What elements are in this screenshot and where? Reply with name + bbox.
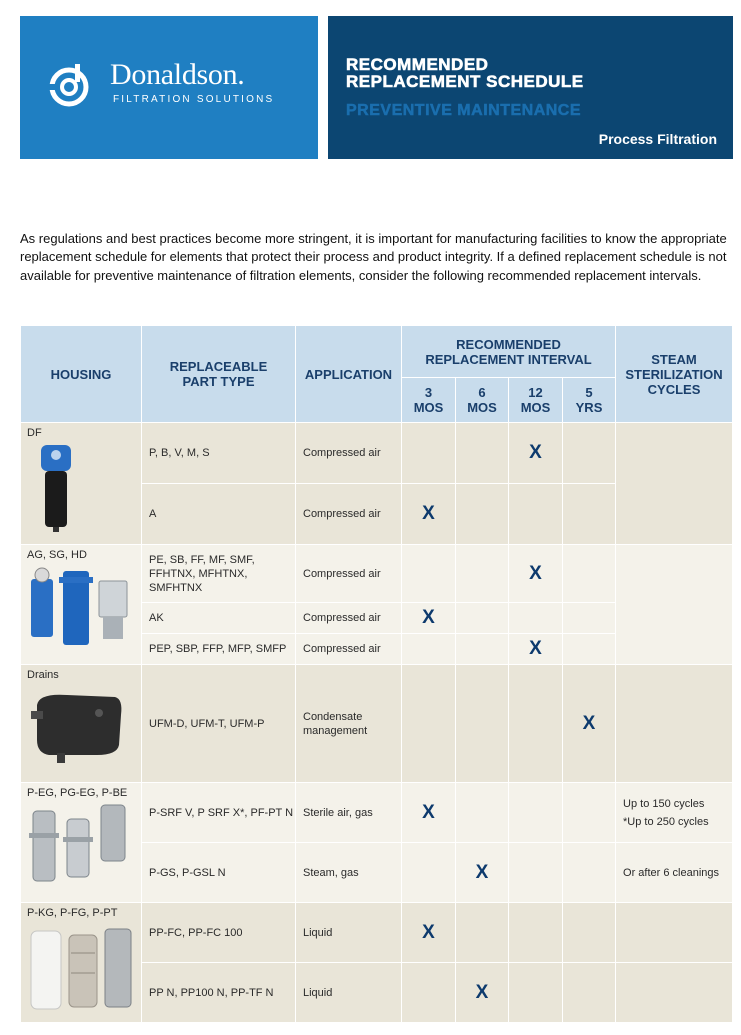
interval-12-mos: X <box>509 634 563 665</box>
logo-panel <box>20 16 318 159</box>
interval-5-yrs <box>563 484 616 545</box>
housing-name: P-KG, P-FG, P-PT <box>27 907 118 919</box>
interval-5-yrs <box>563 423 616 484</box>
interval-12-mos <box>509 963 563 1023</box>
interval-5-yrs <box>563 634 616 665</box>
interval-6-mos <box>456 603 509 634</box>
interval-6-mos <box>456 545 509 603</box>
steam-cycles <box>616 545 733 665</box>
interval-12-mos <box>509 665 563 783</box>
interval-6-mos: X <box>456 843 509 903</box>
header-housing: HOUSING <box>21 326 142 423</box>
steam-cycles <box>616 963 733 1023</box>
application: Compressed air <box>296 423 402 484</box>
application: Compressed air <box>296 545 402 603</box>
steam-cycles <box>616 423 733 545</box>
part-type: PE, SB, FF, MF, SMF, FFHTNX, MFHTNX, SMFHTNX <box>142 545 296 603</box>
ag-sg-hd-filter-housings-icon <box>27 565 132 653</box>
interval-5-yrs: X <box>563 665 616 783</box>
title-line-1: RECOMMENDED <box>346 55 489 74</box>
housing-cell <box>21 903 142 1023</box>
table-row <box>21 423 733 484</box>
part-type: PP N, PP100 N, PP-TF N <box>142 963 296 1023</box>
interval-3-mos <box>402 634 456 665</box>
brand-tagline: FILTRATION SOLUTIONS <box>113 94 275 105</box>
interval-3-mos: X <box>402 903 456 963</box>
part-type: PP-FC, PP-FC 100 <box>142 903 296 963</box>
application: Liquid <box>296 903 402 963</box>
application: Sterile air, gas <box>296 783 402 843</box>
housing-cell <box>21 423 142 545</box>
part-type: UFM-D, UFM-T, UFM-P <box>142 665 296 783</box>
application: Compressed air <box>296 484 402 545</box>
interval-5-yrs <box>563 783 616 843</box>
table-row <box>21 783 733 843</box>
housing-name: AG, SG, HD <box>27 549 87 561</box>
interval-6-mos <box>456 484 509 545</box>
steam-cycles: Or after 6 cleanings <box>616 843 733 903</box>
header-interval: RECOMMENDED REPLACEMENT INTERVAL <box>402 326 616 378</box>
table-row <box>21 665 733 783</box>
table-row <box>21 545 733 603</box>
application: Condensate management <box>296 665 402 783</box>
interval-12-mos <box>509 843 563 903</box>
interval-12-mos <box>509 903 563 963</box>
interval-6-mos <box>456 903 509 963</box>
header-12-mos: 12 MOS <box>509 378 563 423</box>
interval-12-mos <box>509 484 563 545</box>
application: Liquid <box>296 963 402 1023</box>
interval-3-mos <box>402 665 456 783</box>
header-part-type: REPLACEABLE PART TYPE <box>142 326 296 423</box>
replacement-schedule-table <box>20 325 733 1023</box>
intro-paragraph: As regulations and best practices become more stringent, it is important for manufacturing facilities to know the appropriate replacement schedule for elements that protect their process and product integrity. If a defined replacement schedule is not available for preventive maintenance of filtration elements, consider the following recommended replacement intervals. <box>20 231 727 283</box>
interval-6-mos <box>456 783 509 843</box>
interval-3-mos: X <box>402 783 456 843</box>
interval-12-mos <box>509 603 563 634</box>
df-filter-housing-icon <box>27 443 87 533</box>
interval-3-mos <box>402 545 456 603</box>
interval-3-mos <box>402 423 456 484</box>
part-type: P-SRF V, P SRF X*, PF-PT N <box>142 783 296 843</box>
steam-cycles-line-2: *Up to 250 cycles <box>623 815 709 828</box>
housing-cell <box>21 783 142 903</box>
interval-5-yrs <box>563 603 616 634</box>
interval-5-yrs <box>563 963 616 1023</box>
interval-12-mos: X <box>509 423 563 484</box>
interval-12-mos <box>509 783 563 843</box>
application: Compressed air <box>296 603 402 634</box>
liquid-filter-housings-icon <box>27 923 137 1013</box>
application: Compressed air <box>296 634 402 665</box>
housing-cell <box>21 665 142 783</box>
steam-cycles <box>616 903 733 963</box>
header-application: APPLICATION <box>296 326 402 423</box>
header-5-yrs: 5 YRS <box>563 378 616 423</box>
part-type: A <box>142 484 296 545</box>
interval-12-mos: X <box>509 545 563 603</box>
subtitle: PREVENTIVE MAINTENANCE <box>346 102 582 119</box>
header-6-mos: 6 MOS <box>456 378 509 423</box>
steam-cycles <box>616 783 733 843</box>
interval-3-mos: X <box>402 603 456 634</box>
part-type: PEP, SBP, FFP, MFP, SMFP <box>142 634 296 665</box>
interval-5-yrs <box>563 903 616 963</box>
category-label: Process Filtration <box>598 131 717 147</box>
title-panel <box>328 16 733 159</box>
interval-3-mos <box>402 963 456 1023</box>
interval-6-mos <box>456 665 509 783</box>
interval-6-mos <box>456 423 509 484</box>
interval-5-yrs <box>563 843 616 903</box>
interval-6-mos: X <box>456 963 509 1023</box>
housing-name: P-EG, PG-EG, P-BE <box>27 787 128 799</box>
header-steam: STEAM STERILIZATION CYCLES <box>616 326 733 423</box>
title-line-2: REPLACEMENT SCHEDULE <box>346 72 584 91</box>
part-type: AK <box>142 603 296 634</box>
application: Steam, gas <box>296 843 402 903</box>
interval-5-yrs <box>563 545 616 603</box>
interval-3-mos <box>402 843 456 903</box>
brand-name: Donaldson. <box>110 58 245 91</box>
header-3-mos: 3 MOS <box>402 378 456 423</box>
housing-name: DF <box>27 427 42 439</box>
interval-6-mos <box>456 634 509 665</box>
housing-cell <box>21 545 142 665</box>
donaldson-logo-icon <box>48 62 94 108</box>
steam-cycles-line-1: Up to 150 cycles <box>623 797 705 810</box>
steam-cycles <box>616 665 733 783</box>
part-type: P, B, V, M, S <box>142 423 296 484</box>
table-row <box>21 903 733 963</box>
drain-unit-icon <box>27 685 127 765</box>
sterile-filter-housings-icon <box>27 803 132 893</box>
part-type: P-GS, P-GSL N <box>142 843 296 903</box>
housing-name: Drains <box>27 669 59 681</box>
interval-3-mos: X <box>402 484 456 545</box>
